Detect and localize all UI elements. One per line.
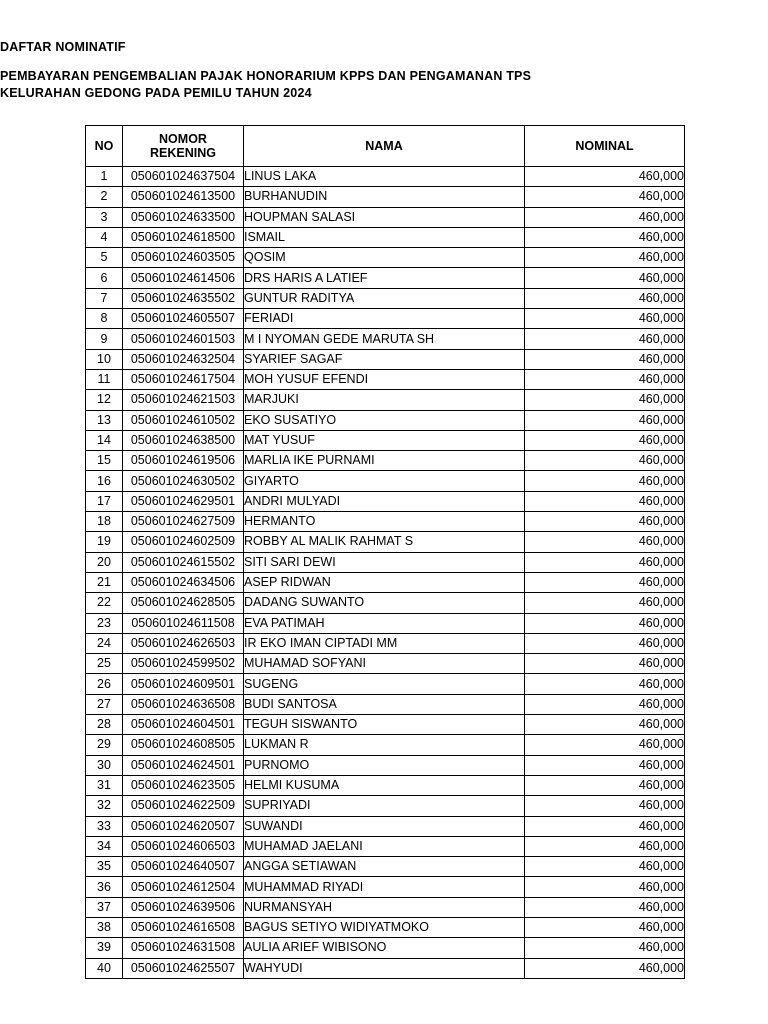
cell-no: 35 — [86, 857, 123, 877]
cell-nominal: 460,000 — [525, 512, 685, 532]
cell-rekening: 050601024627509 — [123, 512, 244, 532]
cell-no: 27 — [86, 694, 123, 714]
cell-rekening: 050601024603505 — [123, 248, 244, 268]
table-row — [86, 593, 685, 613]
cell-no: 1 — [86, 167, 123, 187]
header-nama: NAMA — [244, 126, 525, 167]
table-row — [86, 390, 685, 410]
cell-nama: MUHAMMAD RIYADI — [244, 877, 525, 897]
cell-no: 28 — [86, 715, 123, 735]
table-header-row — [86, 126, 685, 167]
cell-no: 24 — [86, 633, 123, 653]
cell-nama: DRS HARIS A LATIEF — [244, 268, 525, 288]
cell-rekening: 050601024628505 — [123, 593, 244, 613]
cell-nama: ASEP RIDWAN — [244, 572, 525, 592]
cell-no: 8 — [86, 309, 123, 329]
cell-rekening: 050601024605507 — [123, 309, 244, 329]
cell-nama: QOSIM — [244, 248, 525, 268]
table-row — [86, 309, 685, 329]
table-row — [86, 735, 685, 755]
cell-nominal: 460,000 — [525, 167, 685, 187]
cell-no: 10 — [86, 349, 123, 369]
cell-no: 21 — [86, 572, 123, 592]
cell-rekening: 050601024606503 — [123, 836, 244, 856]
table-row — [86, 654, 685, 674]
table-row — [86, 268, 685, 288]
table-row — [86, 694, 685, 714]
cell-nominal: 460,000 — [525, 349, 685, 369]
cell-nama: SUPRIYADI — [244, 796, 525, 816]
cell-nominal: 460,000 — [525, 329, 685, 349]
cell-nama: SITI SARI DEWI — [244, 552, 525, 572]
cell-nominal: 460,000 — [525, 694, 685, 714]
cell-no: 31 — [86, 775, 123, 795]
cell-nominal: 460,000 — [525, 633, 685, 653]
header-rekening — [123, 126, 244, 167]
document-title: DAFTAR NOMINATIF — [0, 40, 126, 54]
cell-nama: IR EKO IMAN CIPTADI MM — [244, 633, 525, 653]
cell-nama: BUDI SANTOSA — [244, 694, 525, 714]
table-row — [86, 917, 685, 937]
cell-no: 14 — [86, 430, 123, 450]
cell-nominal: 460,000 — [525, 288, 685, 308]
table-row — [86, 288, 685, 308]
cell-rekening: 050601024616508 — [123, 917, 244, 937]
document-subtitle-line2: KELURAHAN GEDONG PADA PEMILU TAHUN 2024 — [0, 86, 312, 100]
cell-nominal: 460,000 — [525, 877, 685, 897]
cell-nominal: 460,000 — [525, 390, 685, 410]
cell-nama: WAHYUDI — [244, 958, 525, 978]
table-row — [86, 938, 685, 958]
cell-rekening: 050601024621503 — [123, 390, 244, 410]
table-row — [86, 207, 685, 227]
table-row — [86, 167, 685, 187]
cell-rekening: 050601024609501 — [123, 674, 244, 694]
cell-no: 6 — [86, 268, 123, 288]
table-row — [86, 775, 685, 795]
cell-rekening: 050601024615502 — [123, 552, 244, 572]
cell-rekening: 050601024635502 — [123, 288, 244, 308]
cell-nominal: 460,000 — [525, 552, 685, 572]
cell-rekening: 050601024634506 — [123, 572, 244, 592]
cell-nama: ROBBY AL MALIK RAHMAT S — [244, 532, 525, 552]
table-row — [86, 796, 685, 816]
cell-nama: NURMANSYAH — [244, 897, 525, 917]
cell-no: 7 — [86, 288, 123, 308]
cell-no: 16 — [86, 471, 123, 491]
cell-nominal: 460,000 — [525, 532, 685, 552]
cell-nominal: 460,000 — [525, 715, 685, 735]
cell-no: 26 — [86, 674, 123, 694]
table-row — [86, 187, 685, 207]
cell-nama: MOH YUSUF EFENDI — [244, 369, 525, 389]
table-row — [86, 369, 685, 389]
table-row — [86, 674, 685, 694]
table-row — [86, 755, 685, 775]
cell-nominal: 460,000 — [525, 674, 685, 694]
cell-nominal: 460,000 — [525, 227, 685, 247]
cell-no: 22 — [86, 593, 123, 613]
cell-no: 17 — [86, 491, 123, 511]
cell-rekening: 050601024611508 — [123, 613, 244, 633]
cell-nominal: 460,000 — [525, 471, 685, 491]
cell-nama: LUKMAN R — [244, 735, 525, 755]
table-row — [86, 491, 685, 511]
cell-nominal: 460,000 — [525, 369, 685, 389]
cell-nominal: 460,000 — [525, 593, 685, 613]
cell-nominal: 460,000 — [525, 572, 685, 592]
cell-nama: LINUS LAKA — [244, 167, 525, 187]
cell-rekening: 050601024630502 — [123, 471, 244, 491]
cell-nama: MARJUKI — [244, 390, 525, 410]
cell-nominal: 460,000 — [525, 796, 685, 816]
table-row — [86, 633, 685, 653]
cell-no: 23 — [86, 613, 123, 633]
cell-rekening: 050601024631508 — [123, 938, 244, 958]
cell-no: 12 — [86, 390, 123, 410]
cell-nama: FERIADI — [244, 309, 525, 329]
header-nominal: NOMINAL — [525, 126, 685, 167]
cell-nominal: 460,000 — [525, 207, 685, 227]
cell-rekening: 050601024618500 — [123, 227, 244, 247]
table-body — [86, 167, 685, 979]
cell-no: 32 — [86, 796, 123, 816]
table-row — [86, 613, 685, 633]
cell-rekening: 050601024624501 — [123, 755, 244, 775]
nominative-table — [85, 125, 685, 979]
cell-rekening: 050601024608505 — [123, 735, 244, 755]
cell-nama: BURHANUDIN — [244, 187, 525, 207]
cell-rekening: 050601024623505 — [123, 775, 244, 795]
cell-no: 40 — [86, 958, 123, 978]
table-row — [86, 897, 685, 917]
cell-nominal: 460,000 — [525, 187, 685, 207]
cell-rekening: 050601024626503 — [123, 633, 244, 653]
cell-nominal: 460,000 — [525, 613, 685, 633]
cell-rekening: 050601024612504 — [123, 877, 244, 897]
table-row — [86, 877, 685, 897]
cell-no: 4 — [86, 227, 123, 247]
cell-nominal: 460,000 — [525, 654, 685, 674]
cell-nama: SUGENG — [244, 674, 525, 694]
cell-nominal: 460,000 — [525, 836, 685, 856]
cell-no: 25 — [86, 654, 123, 674]
cell-nominal: 460,000 — [525, 309, 685, 329]
cell-nama: TEGUH SISWANTO — [244, 715, 525, 735]
cell-nama: M I NYOMAN GEDE MARUTA SH — [244, 329, 525, 349]
cell-no: 15 — [86, 451, 123, 471]
cell-nama: MAT YUSUF — [244, 430, 525, 450]
table-row — [86, 836, 685, 856]
cell-no: 18 — [86, 512, 123, 532]
table-row — [86, 572, 685, 592]
table-row — [86, 512, 685, 532]
cell-nama: HOUPMAN SALASI — [244, 207, 525, 227]
table-row — [86, 958, 685, 978]
cell-no: 39 — [86, 938, 123, 958]
cell-no: 19 — [86, 532, 123, 552]
cell-nama: EKO SUSATIYO — [244, 410, 525, 430]
cell-nama: AULIA ARIEF WIBISONO — [244, 938, 525, 958]
cell-rekening: 050601024636508 — [123, 694, 244, 714]
header-no: NO — [86, 126, 123, 167]
cell-rekening: 050601024602509 — [123, 532, 244, 552]
cell-rekening: 050601024604501 — [123, 715, 244, 735]
cell-nama: MARLIA IKE PURNAMI — [244, 451, 525, 471]
cell-rekening: 050601024633500 — [123, 207, 244, 227]
cell-no: 30 — [86, 755, 123, 775]
cell-nama: ANGGA SETIAWAN — [244, 857, 525, 877]
cell-no: 2 — [86, 187, 123, 207]
cell-no: 36 — [86, 877, 123, 897]
table-row — [86, 552, 685, 572]
cell-no: 20 — [86, 552, 123, 572]
cell-nominal: 460,000 — [525, 430, 685, 450]
cell-nama: HERMANTO — [244, 512, 525, 532]
cell-rekening: 050601024617504 — [123, 369, 244, 389]
cell-rekening: 050601024629501 — [123, 491, 244, 511]
cell-nominal: 460,000 — [525, 410, 685, 430]
header-rekening-line1: NOMOR — [159, 132, 207, 146]
cell-no: 9 — [86, 329, 123, 349]
table-row — [86, 430, 685, 450]
cell-nama: SYARIEF SAGAF — [244, 349, 525, 369]
cell-rekening: 050601024619506 — [123, 451, 244, 471]
cell-rekening: 050601024599502 — [123, 654, 244, 674]
cell-nama: HELMI KUSUMA — [244, 775, 525, 795]
cell-nominal: 460,000 — [525, 248, 685, 268]
cell-no: 13 — [86, 410, 123, 430]
table-row — [86, 227, 685, 247]
cell-nominal: 460,000 — [525, 775, 685, 795]
cell-no: 33 — [86, 816, 123, 836]
table-row — [86, 349, 685, 369]
cell-no: 38 — [86, 917, 123, 937]
cell-nama: EVA PATIMAH — [244, 613, 525, 633]
document-subtitle-line1: PEMBAYARAN PENGEMBALIAN PAJAK HONORARIUM KPPS DAN PENGAMANAN TPS — [0, 69, 532, 83]
header-rekening-line2: REKENING — [150, 146, 216, 160]
cell-no: 11 — [86, 369, 123, 389]
table-row — [86, 451, 685, 471]
cell-rekening: 050601024613500 — [123, 187, 244, 207]
cell-nama: GIYARTO — [244, 471, 525, 491]
table-row — [86, 248, 685, 268]
cell-nama: ISMAIL — [244, 227, 525, 247]
cell-nominal: 460,000 — [525, 755, 685, 775]
cell-nama: SUWANDI — [244, 816, 525, 836]
cell-nama: PURNOMO — [244, 755, 525, 775]
cell-no: 34 — [86, 836, 123, 856]
cell-rekening: 050601024622509 — [123, 796, 244, 816]
cell-no: 29 — [86, 735, 123, 755]
cell-rekening: 050601024610502 — [123, 410, 244, 430]
cell-nominal: 460,000 — [525, 491, 685, 511]
cell-rekening: 050601024640507 — [123, 857, 244, 877]
cell-no: 37 — [86, 897, 123, 917]
cell-rekening: 050601024601503 — [123, 329, 244, 349]
cell-nama: ANDRI MULYADI — [244, 491, 525, 511]
cell-nama: GUNTUR RADITYA — [244, 288, 525, 308]
table-row — [86, 410, 685, 430]
table-row — [86, 715, 685, 735]
cell-rekening: 050601024639506 — [123, 897, 244, 917]
cell-nominal: 460,000 — [525, 917, 685, 937]
cell-nama: BAGUS SETIYO WIDIYATMOKO — [244, 917, 525, 937]
cell-rekening: 050601024632504 — [123, 349, 244, 369]
cell-nominal: 460,000 — [525, 451, 685, 471]
cell-nominal: 460,000 — [525, 735, 685, 755]
table-row — [86, 532, 685, 552]
cell-nominal: 460,000 — [525, 857, 685, 877]
cell-no: 3 — [86, 207, 123, 227]
table-row — [86, 329, 685, 349]
cell-rekening: 050601024620507 — [123, 816, 244, 836]
table-row — [86, 857, 685, 877]
cell-nama: MUHAMAD SOFYANI — [244, 654, 525, 674]
cell-nominal: 460,000 — [525, 938, 685, 958]
cell-rekening: 050601024637504 — [123, 167, 244, 187]
table-row — [86, 816, 685, 836]
cell-nominal: 460,000 — [525, 816, 685, 836]
cell-nama: MUHAMAD JAELANI — [244, 836, 525, 856]
cell-rekening: 050601024638500 — [123, 430, 244, 450]
cell-nama: DADANG SUWANTO — [244, 593, 525, 613]
cell-nominal: 460,000 — [525, 897, 685, 917]
cell-rekening: 050601024625507 — [123, 958, 244, 978]
table-row — [86, 471, 685, 491]
cell-nominal: 460,000 — [525, 958, 685, 978]
cell-no: 5 — [86, 248, 123, 268]
cell-rekening: 050601024614506 — [123, 268, 244, 288]
cell-nominal: 460,000 — [525, 268, 685, 288]
